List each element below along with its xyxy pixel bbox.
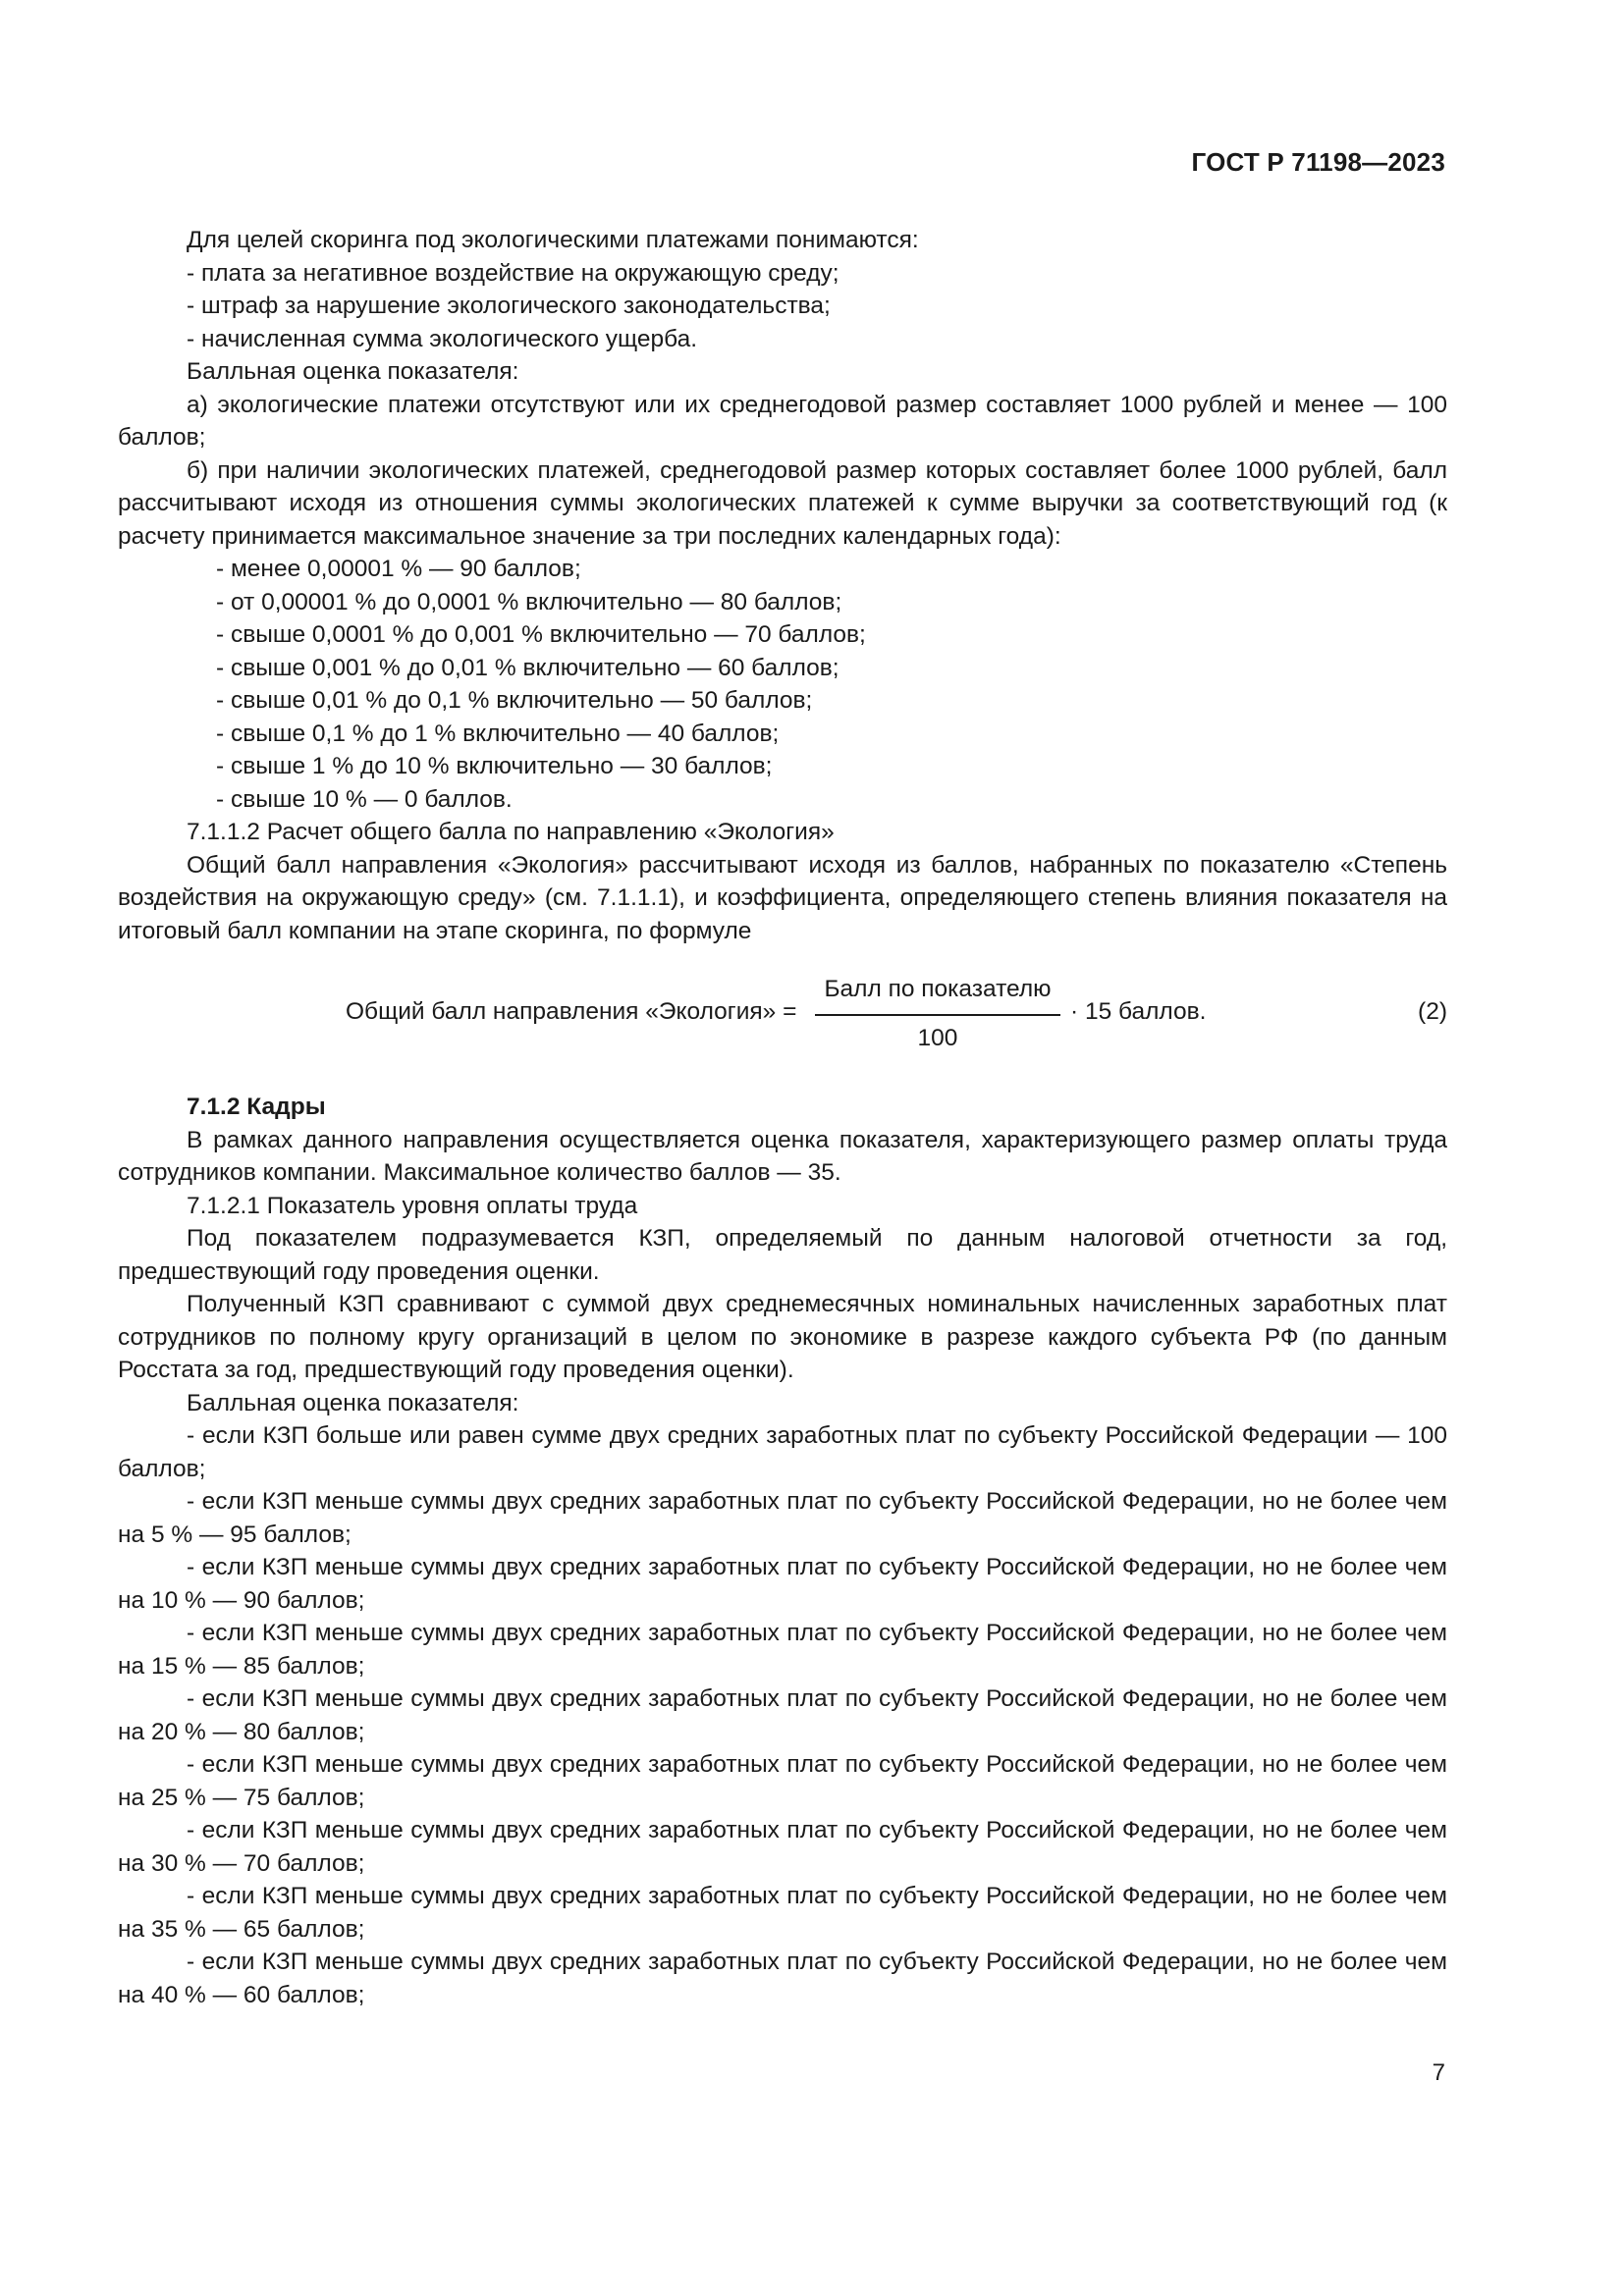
payments-intro: Для целей скоринга под экологическими платежами понимаются: xyxy=(187,227,919,253)
score-item: - если КЗП меньше суммы двух средних заработных плат по субъекту Российской Федерации, но не более чем на 35 % — 65 баллов; xyxy=(118,1883,1447,1943)
formula-denominator: 100 xyxy=(917,1025,958,1051)
range-item: - менее 0,00001 % — 90 баллов; xyxy=(216,556,581,582)
score-label: Балльная оценка показателя: xyxy=(187,1389,519,1416)
range-item: - от 0,00001 % до 0,0001 % включительно — 80 баллов; xyxy=(216,588,842,615)
case-a: а) экологические платежи отсутствуют или их среднегодовой размер составляет 1000 рублей и менее — 100 баллов; xyxy=(118,391,1447,451)
range-item: - свыше 10 % — 0 баллов. xyxy=(216,785,513,813)
formula-block xyxy=(118,965,1447,1063)
section-paragraph: В рамках данного направления осуществляется оценка показателя, характеризующего размер оплаты труда сотрудников компании. Максимальное количество баллов — 35. xyxy=(118,1126,1447,1186)
score-label: Балльная оценка показателя: xyxy=(187,358,519,385)
score-item: - если КЗП меньше суммы двух средних заработных плат по субъекту Российской Федерации, но не более чем на 15 % — 85 баллов; xyxy=(118,1620,1447,1680)
range-item: - свыше 1 % до 10 % включительно — 30 баллов; xyxy=(216,753,773,779)
subsection-title: 7.1.1.2 Расчет общего балла по направлению «Экология» xyxy=(187,819,835,845)
page-number: 7 xyxy=(1432,2059,1445,2086)
range-item: - свыше 0,01 % до 0,1 % включительно — 50 баллов; xyxy=(216,687,813,714)
score-item: - если КЗП меньше суммы двух средних заработных плат по субъекту Российской Федерации, но не более чем на 30 % — 70 баллов; xyxy=(118,1817,1447,1877)
fraction-bar xyxy=(815,1014,1060,1016)
payment-item: - начисленная сумма экологического ущерба. xyxy=(187,325,698,352)
payment-item: - штраф за нарушение экологического законодательства; xyxy=(187,293,831,319)
range-item: - свыше 0,1 % до 1 % включительно — 40 баллов; xyxy=(216,720,780,747)
formula-numerator: Балл по показателю xyxy=(824,976,1052,1002)
formula-rhs: · 15 баллов. xyxy=(1070,998,1207,1025)
score-item: - если КЗП меньше суммы двух средних заработных плат по субъекту Российской Федерации, но не более чем на 10 % — 90 баллов; xyxy=(118,1554,1447,1614)
formula-fraction xyxy=(815,965,1060,1063)
score-item: - если КЗП меньше суммы двух средних заработных плат по субъекту Российской Федерации, но не более чем на 25 % — 75 баллов; xyxy=(118,1751,1447,1811)
payment-item: - плата за негативное воздействие на окружающую среду; xyxy=(187,259,839,287)
range-item: - свыше 0,0001 % до 0,001 % включительно — 70 баллов; xyxy=(216,621,866,648)
page-body xyxy=(118,224,1447,2011)
score-item: - если КЗП меньше суммы двух средних заработных плат по субъекту Российской Федерации, но не более чем на 40 % — 60 баллов; xyxy=(118,1949,1447,2008)
score-item: - если КЗП меньше суммы двух средних заработных плат по субъекту Российской Федерации, но не более чем на 5 % — 95 баллов; xyxy=(118,1488,1447,1548)
subsection-title: 7.1.2.1 Показатель уровня оплаты труда xyxy=(187,1192,638,1219)
section-heading: 7.1.2 Кадры xyxy=(187,1094,326,1120)
formula-lhs: Общий балл направления «Экология» = xyxy=(346,998,797,1025)
case-b: б) при наличии экологических платежей, среднегодовой размер которых составляет более 1000 рублей, балл рассчитывают исходя из отношения суммы экологических платежей к сумме выручки за соответствующий год (к расчету принимается максимальное значение за три последних календарных года): xyxy=(118,456,1447,550)
formula-number: (2) xyxy=(1418,998,1447,1025)
document-header: ГОСТ Р 71198—2023 xyxy=(1191,147,1445,177)
section-paragraph: Полученный КЗП сравнивают с суммой двух среднемесячных номинальных начисленных заработных плат сотрудников по полному кругу организаций в целом по экономике в разрезе каждого субъекта РФ (по данным Росстата за год, предшествующий году проведения оценки). xyxy=(118,1291,1447,1383)
range-item: - свыше 0,001 % до 0,01 % включительно — 60 баллов; xyxy=(216,654,839,681)
total-score-text: Общий балл направления «Экология» рассчитывают исходя из баллов, набранных по показателю «Степень воздействия на окружающую среду» (см. 7.1.1.1), и коэффициента, определяющего степень влияния показателя на итоговый балл компании на этапе скоринга, по формуле xyxy=(118,851,1447,944)
score-item: - если КЗП меньше суммы двух средних заработных плат по субъекту Российской Федерации, но не более чем на 20 % — 80 баллов; xyxy=(118,1685,1447,1745)
formula xyxy=(346,965,1229,1063)
score-item: - если КЗП больше или равен сумме двух средних заработных плат по субъекту Российской Федерации — 100 баллов; xyxy=(118,1422,1447,1482)
section-paragraph: Под показателем подразумевается КЗП, определяемый по данным налоговой отчетности за год, предшествующий году проведения оценки. xyxy=(118,1225,1447,1285)
